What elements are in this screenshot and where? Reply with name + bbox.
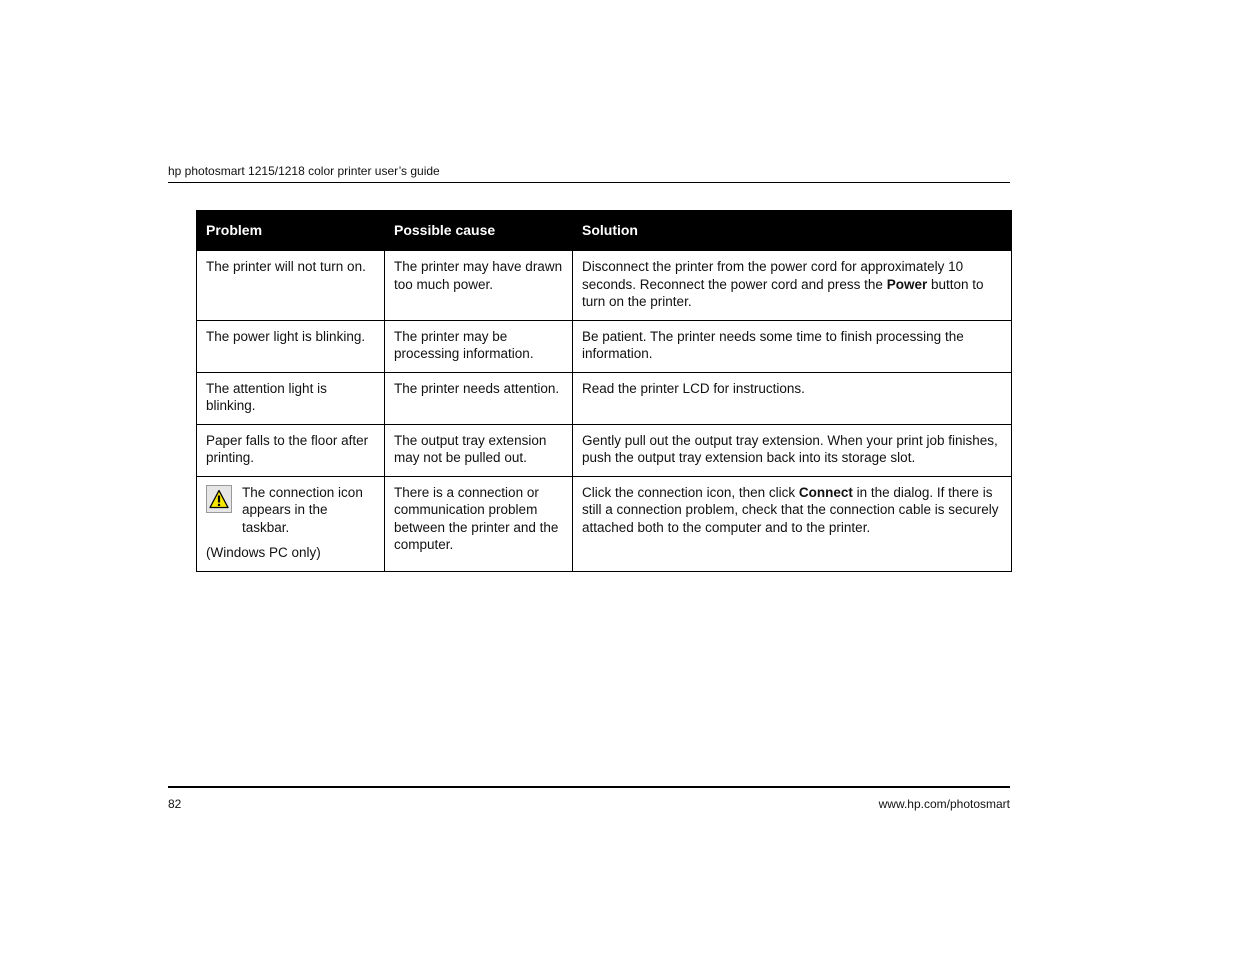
table-header-row [197,211,1012,251]
running-header: hp photosmart 1215/1218 color printer user’s guide [168,163,1010,183]
table-row [197,320,1012,372]
solution-text: Disconnect the printer from the power cord for approximately 10 seconds. Reconnect the power cord and press the [582,259,964,292]
connect-button-label: Connect [798,484,853,500]
power-button-label: Power [886,276,928,292]
platform-note: (Windows PC only) [206,545,321,560]
table-row [197,372,1012,424]
column-header-solution: Solution [573,211,1012,251]
table-row [197,424,1012,476]
problem-text: The connection icon appears in the taskbar. [242,484,363,535]
problem-cell: The printer will not turn on. [197,251,385,321]
solution-cell: Be patient. The printer needs some time to finish processing the information. [573,320,1012,372]
page-number: 82 [168,797,182,811]
cause-cell: There is a connection or communication problem between the printer and the computer. [385,476,573,571]
problem-cell: Paper falls to the floor after printing. [197,424,385,476]
problem-cell: The attention light is blinking. [197,372,385,424]
solution-text: Click the connection icon, then click [582,484,799,500]
table-row [197,476,1012,571]
footer-url: www.hp.com/photosmart [878,797,1010,811]
solution-text: in the dialog. If there is still a connection problem, check that the connection cable is securely attached both to the computer and to the printer. [582,484,999,535]
solution-cell: Gently pull out the output tray extension. When your print job finishes, push the output tray extension back into its storage slot. [573,424,1012,476]
cause-cell: The printer may be processing information. [385,320,573,372]
solution-cell [573,251,1012,321]
cause-cell: The output tray extension may not be pulled out. [385,424,573,476]
cause-cell: The printer needs attention. [385,372,573,424]
solution-cell: Read the printer LCD for instructions. [573,372,1012,424]
column-header-problem: Problem [197,211,385,251]
problem-with-icon [206,484,375,537]
column-header-cause: Possible cause [385,211,573,251]
cause-cell: The printer may have drawn too much power. [385,251,573,321]
footer-rule [168,786,1010,788]
solution-text: button to turn on the printer. [582,276,984,309]
warning-triangle-graphic [209,489,229,509]
table-row [197,251,1012,321]
problem-cell: The power light is blinking. [197,320,385,372]
troubleshooting-table [196,210,1012,572]
warning-icon [206,485,232,513]
solution-cell [573,476,1012,571]
problem-cell [197,476,385,571]
